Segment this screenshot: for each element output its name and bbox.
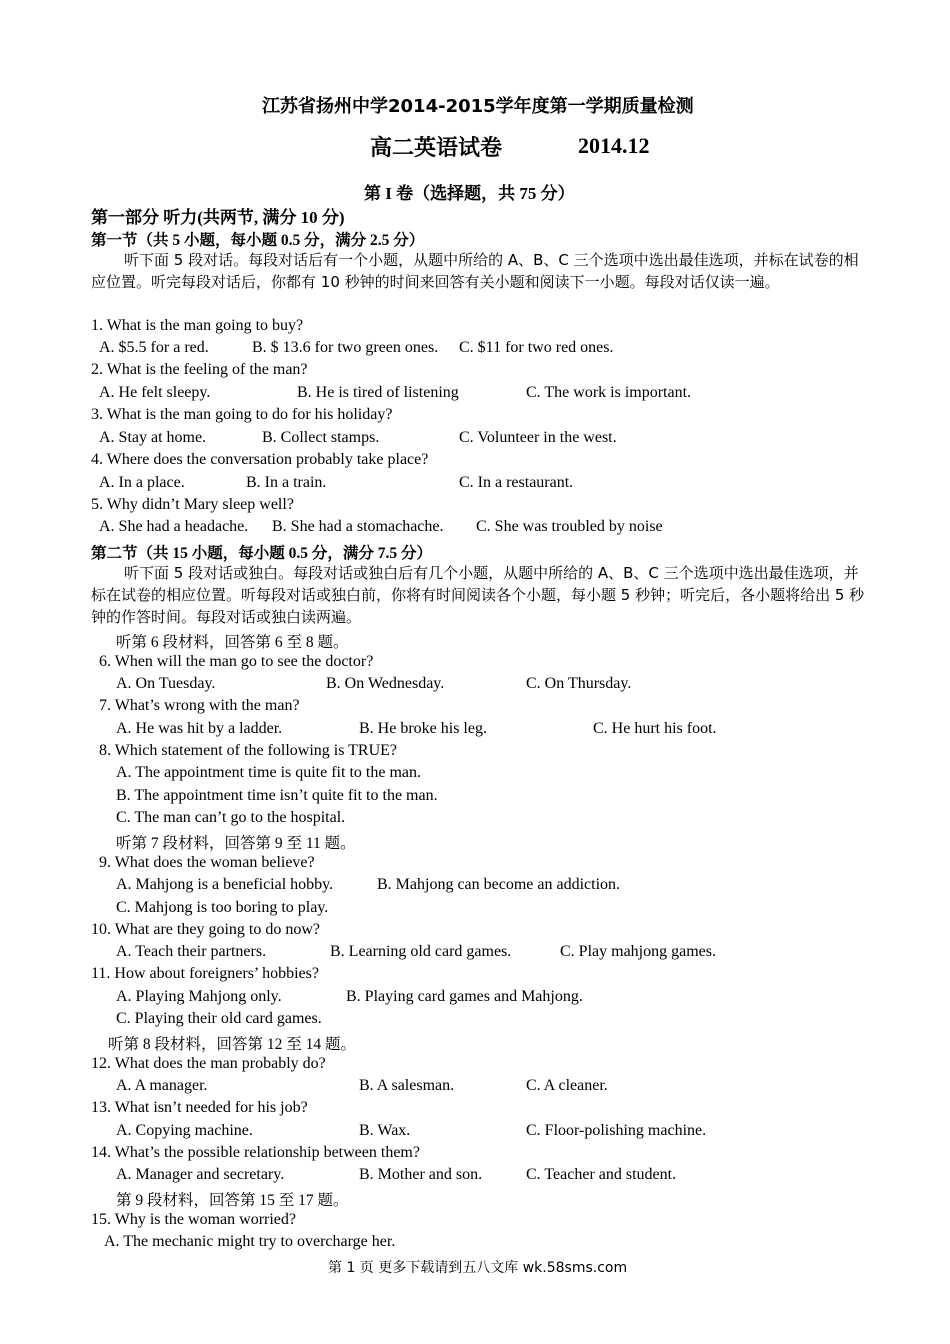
q7-stem: 7. What’s wrong with the man? xyxy=(99,697,300,714)
q12-option-a[interactable]: A. A manager. xyxy=(116,1077,208,1094)
q12-option-c[interactable]: C. A cleaner. xyxy=(526,1077,608,1094)
q10-option-c[interactable]: C. Play mahjong games. xyxy=(560,943,716,960)
q10-option-a[interactable]: A. Teach their partners. xyxy=(116,943,267,960)
q9-option-a[interactable]: A. Mahjong is a beneficial hobby. xyxy=(116,876,334,893)
section1-instruction: 听下面 5 段对话。每段对话后有一个小题，从题中所给的 A、B、C 三个选项中选出最佳选项，并标在试卷的相应位置。听完每段对话后，你都有 10 秒钟的时间来回答有关小题和阅读下一小题。每段对话仅读一遍。 xyxy=(91,251,859,291)
q3-stem: 3. What is the man going to do for his holiday? xyxy=(91,406,393,423)
q1-option-b[interactable]: B. $ 13.6 for two green ones. xyxy=(252,339,439,356)
q14-option-b[interactable]: B. Mother and son. xyxy=(359,1166,483,1183)
q13-option-c[interactable]: C. Floor-polishing machine. xyxy=(526,1122,707,1139)
q1-option-c[interactable]: C. $11 for two red ones. xyxy=(459,339,614,356)
q5-stem: 5. Why didn’t Mary sleep well? xyxy=(91,496,294,513)
q11-option-b[interactable]: B. Playing card games and Mahjong. xyxy=(346,988,583,1005)
material6-note: 听第 6 段材料，回答第 6 至 8 题。 xyxy=(116,634,349,651)
q14-option-a[interactable]: A. Manager and secretary. xyxy=(116,1166,285,1183)
section2-instruction: 听下面 5 段对话或独白。每段对话或独白后有几个小题，从题中所给的 A、B、C 三个选项中选出最佳选项，并标在试卷的相应位置。听每段对话或独白前，你将有时间阅读各个小题，每小题 5 秒钟；听完后，各小题将给出 5 秒钟的作答时间。每段对话或独白读两遍。 xyxy=(91,564,865,626)
volume-title: 第 I 卷（选择题，共 75 分） xyxy=(364,184,575,203)
q8-option-b[interactable]: B. The appointment time isn’t quite fit to the man. xyxy=(116,787,438,804)
q7-option-c[interactable]: C. He hurt his foot. xyxy=(593,720,717,737)
q5-option-b[interactable]: B. She had a stomachache. xyxy=(272,518,444,535)
q8-stem: 8. Which statement of the following is TRUE? xyxy=(99,742,398,759)
part1-title: 第一部分 听力(共两节, 满分 10 分) xyxy=(91,208,345,227)
q4-option-b[interactable]: B. In a train. xyxy=(246,474,327,491)
q13-stem: 13. What isn’t needed for his job? xyxy=(91,1099,308,1116)
q1-stem: 1. What is the man going to buy? xyxy=(91,317,304,334)
q13-option-a[interactable]: A. Copying machine. xyxy=(116,1122,253,1139)
q6-option-a[interactable]: A. On Tuesday. xyxy=(116,675,216,692)
q11-stem: 11. How about foreigners’ hobbies? xyxy=(91,965,319,982)
exam-date: 2014.12 xyxy=(578,133,650,158)
q14-stem: 14. What’s the possible relationship between them? xyxy=(91,1144,420,1161)
q9-option-c[interactable]: C. Mahjong is too boring to play. xyxy=(116,899,329,916)
q7-option-b[interactable]: B. He broke his leg. xyxy=(359,720,487,737)
q5-option-a[interactable]: A. She had a headache. xyxy=(99,518,249,535)
q11-option-c[interactable]: C. Playing their old card games. xyxy=(116,1010,322,1027)
q12-stem: 12. What does the man probably do? xyxy=(91,1055,326,1072)
q11-option-a[interactable]: A. Playing Mahjong only. xyxy=(116,988,282,1005)
material8-note: 听第 8 段材料，回答第 12 至 14 题。 xyxy=(108,1036,357,1053)
q6-stem: 6. When will the man go to see the doctor? xyxy=(99,653,374,670)
material7-note: 听第 7 段材料，回答第 9 至 11 题。 xyxy=(116,835,356,852)
q7-option-a[interactable]: A. He was hit by a ladder. xyxy=(116,720,283,737)
q14-option-c[interactable]: C. Teacher and student. xyxy=(526,1166,677,1183)
q10-stem: 10. What are they going to do now? xyxy=(91,921,320,938)
q3-option-a[interactable]: A. Stay at home. xyxy=(99,429,207,446)
section1-title: 第一节（共 5 小题，每小题 0.5 分，满分 2.5 分） xyxy=(91,232,425,249)
material9-note: 第 9 段材料，回答第 15 至 17 题。 xyxy=(116,1192,349,1209)
q9-stem: 9. What does the woman believe? xyxy=(99,854,315,871)
q2-option-a[interactable]: A. He felt sleepy. xyxy=(99,384,211,401)
q2-stem: 2. What is the feeling of the man? xyxy=(91,361,308,378)
q3-option-b[interactable]: B. Collect stamps. xyxy=(262,429,380,446)
q10-option-b[interactable]: B. Learning old card games. xyxy=(330,943,512,960)
q5-option-c[interactable]: C. She was troubled by noise xyxy=(476,518,663,535)
q3-option-c[interactable]: C. Volunteer in the west. xyxy=(459,429,617,446)
q1-option-a[interactable]: A. $5.5 for a red. xyxy=(99,339,209,356)
q8-option-a[interactable]: A. The appointment time is quite fit to the man. xyxy=(116,764,421,781)
exam-title: 高二英语试卷 xyxy=(370,135,503,160)
section2-title: 第二节（共 15 小题，每小题 0.5 分，满分 7.5 分） xyxy=(91,545,433,562)
q6-option-b[interactable]: B. On Wednesday. xyxy=(326,675,445,692)
q2-option-c[interactable]: C. The work is important. xyxy=(526,384,692,401)
page-footer: 第 1 页 更多下载请到五八文库 wk.58sms.com xyxy=(328,1260,628,1276)
q4-option-c[interactable]: C. In a restaurant. xyxy=(459,474,574,491)
q2-option-b[interactable]: B. He is tired of listening xyxy=(297,384,459,401)
q8-option-c[interactable]: C. The man can’t go to the hospital. xyxy=(116,809,346,826)
q12-option-b[interactable]: B. A salesman. xyxy=(359,1077,455,1094)
q9-option-b[interactable]: B. Mahjong can become an addiction. xyxy=(377,876,621,893)
q6-option-c[interactable]: C. On Thursday. xyxy=(526,675,632,692)
q13-option-b[interactable]: B. Wax. xyxy=(359,1122,411,1139)
q15-stem: 15. Why is the woman worried? xyxy=(91,1211,296,1228)
school-title: 江苏省扬州中学2014-2015学年度第一学期质量检测 xyxy=(262,96,694,117)
q4-option-a[interactable]: A. In a place. xyxy=(99,474,185,491)
q15-option-a[interactable]: A. The mechanic might try to overcharge her. xyxy=(104,1233,396,1250)
q4-stem: 4. Where does the conversation probably take place? xyxy=(91,451,429,468)
